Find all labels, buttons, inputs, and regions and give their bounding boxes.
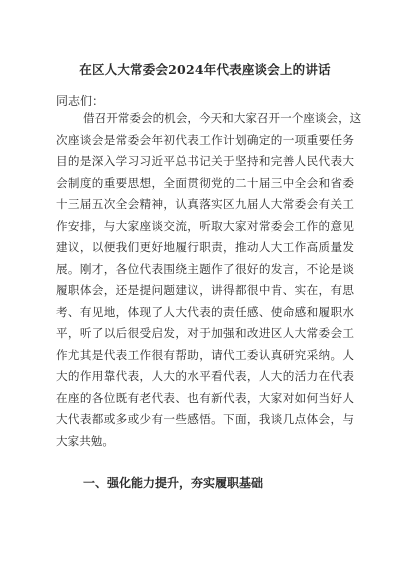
paragraph-line: 目的是深入学习习近平总书记关于坚持和完善人民代表大 [56,154,354,168]
paragraph-line: 履职体会，还是提问题建议，讲得都很中肯、实在，有思 [56,283,354,297]
paragraph-line: 考、有见地，体现了人大代表的责任感、使命感和履职水 [56,304,354,319]
paragraph-line: 大的作用靠代表，人大的水平看代表，人大的活力在代表 [56,369,354,383]
section-heading: 一、强化能力提升，夯实履职基础 [83,476,264,490]
paragraph-line: 展。刚才，各位代表围绕主题作了很好的发言，不论是谈 [56,261,354,276]
paragraph-line: 平，听了以后很受启发，对于加强和改进区人大常委会工 [56,326,354,340]
paragraph-line: 十三届五次全会精神，认真落实区九届人大常委会有关工 [56,197,354,211]
paragraph-line: 在座的各位既有老代表、也有新代表，大家对如何当好人 [56,390,354,405]
paragraph-line: 大家共勉。 [56,433,114,448]
document-title: 在区人大常委会2024年代表座谈会上的讲话 [79,62,331,77]
paragraph-line: 作尤其是代表工作很有帮助，请代工委认真研究采纳。人 [56,347,354,362]
paragraph-line: 借召开常委会的机会，今天和大家召开一个座谈会，这 [83,111,362,125]
paragraph-line: 大代表都或多或少有一些感悟。下面，我谈几点体会，与 [56,412,354,426]
paragraph-line: 会制度的重要思想，全面贯彻党的二十届三中全会和省委 [56,175,354,190]
salutation: 同志们： [56,94,105,108]
paragraph-line: 建议，以便我们更好地履行职责，推动人大工作高质量发 [56,240,354,254]
paragraph-line: 作安排，与大家座谈交流，听取大家对常委会工作的意见 [56,218,354,233]
paragraph-line: 次座谈会是常委会年初代表工作计划确定的一项重要任务 [56,132,354,147]
